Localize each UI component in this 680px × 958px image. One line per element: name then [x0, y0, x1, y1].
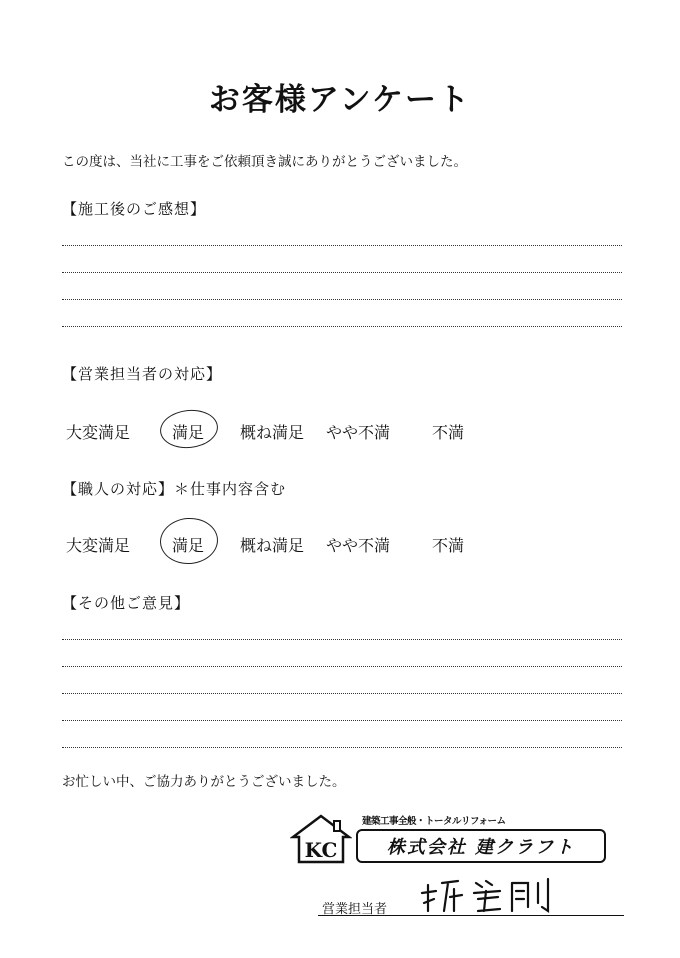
company-tagline: 建築工事全般・トータルリフォーム	[362, 816, 506, 827]
rating-option[interactable]: やや不満	[326, 423, 391, 442]
rating-option[interactable]: 不満	[432, 423, 465, 442]
answer-line	[62, 639, 622, 640]
logo-letters: KC	[304, 838, 338, 862]
sales-rep-label: 営業担当者	[322, 902, 388, 917]
closing-text: お忙しい中、ご協力ありがとうございました。	[62, 774, 346, 790]
intro-text: この度は、当社に工事をご依頼頂き誠にありがとうございました。	[62, 154, 467, 170]
rating-option-selected[interactable]: 満足	[172, 423, 205, 442]
rating-option[interactable]: 大変満足	[66, 536, 131, 555]
answer-line	[62, 747, 622, 748]
rating-option[interactable]: 大変満足	[66, 423, 131, 442]
answer-line	[62, 299, 622, 300]
section-impressions: 【施工後のご感想】	[62, 200, 207, 218]
answer-line	[62, 272, 622, 273]
rating-option[interactable]: 概ね満足	[240, 423, 305, 442]
page-title: お客様アンケート	[208, 82, 472, 118]
rating-option[interactable]: 概ね満足	[240, 536, 305, 555]
answer-line	[62, 666, 622, 667]
rating-option-selected[interactable]: 満足	[172, 536, 205, 555]
section-other: 【その他ご意見】	[62, 594, 191, 612]
answer-line	[62, 245, 622, 246]
section-craftsman-response: 【職人の対応】＊仕事内容含む	[62, 480, 287, 498]
answer-line	[62, 720, 622, 721]
sales-rating-row	[0, 420, 680, 450]
handwritten-signature	[420, 877, 560, 919]
rating-option[interactable]: 不満	[432, 536, 465, 555]
craftsman-rating-row	[0, 533, 680, 563]
section-sales-response: 【営業担当者の対応】	[62, 365, 223, 383]
answer-line	[62, 693, 622, 694]
company-logo-icon	[290, 813, 352, 869]
rating-option[interactable]: やや不満	[326, 536, 391, 555]
answer-line	[62, 326, 622, 327]
company-name: 株式会社 建クラフト	[356, 829, 606, 863]
